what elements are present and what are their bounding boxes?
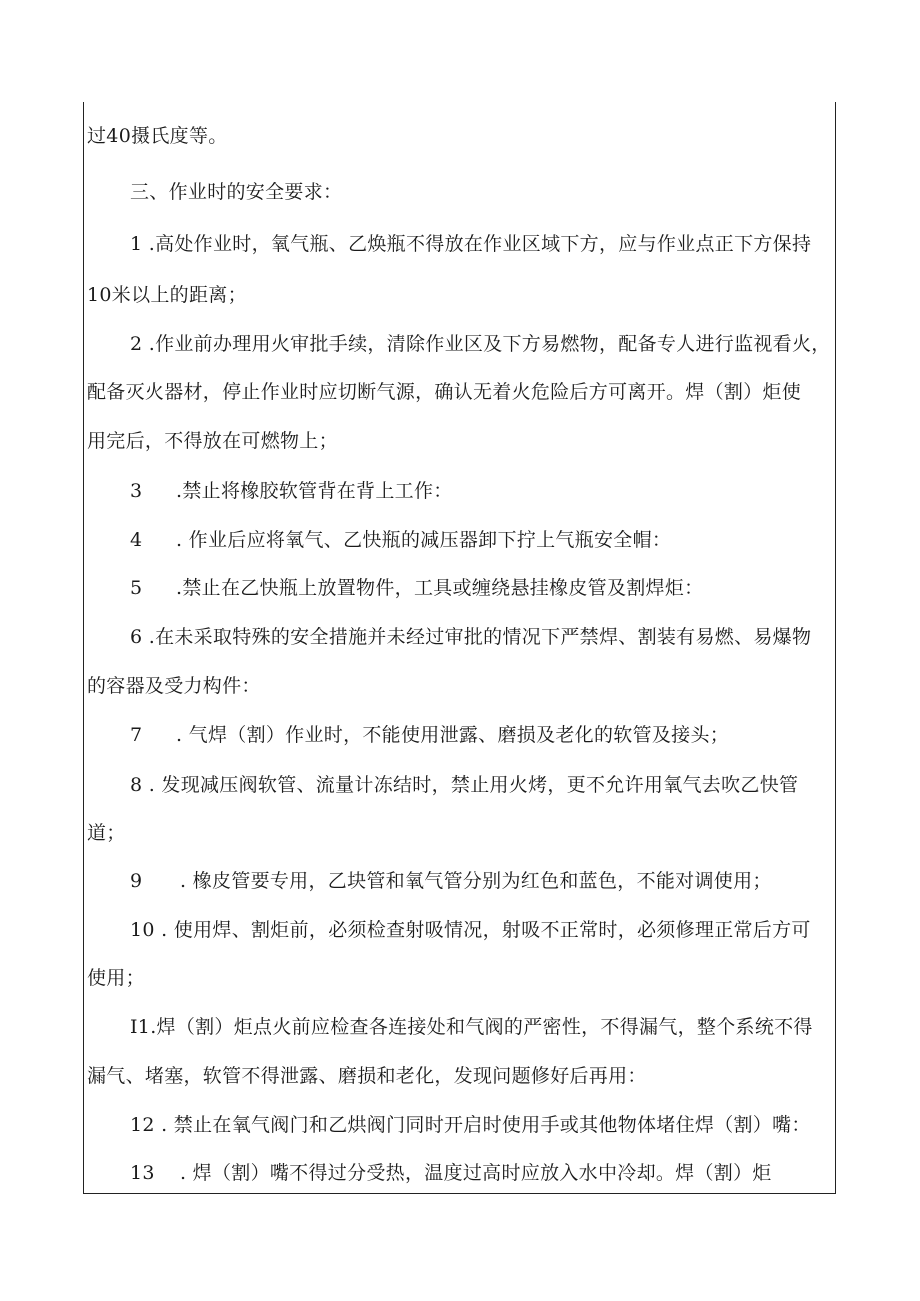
text-line: 的容器及受力构件：: [87, 675, 261, 697]
list-item: [130, 720, 729, 750]
list-item: [130, 525, 671, 555]
item-number: 7: [130, 724, 143, 746]
item-number: 4: [130, 529, 143, 551]
item-number: 3: [130, 480, 143, 502]
text-line: 漏气、堵塞，软管不得泄露、磨损和老化，发现问题修好后再用：: [87, 1065, 647, 1087]
list-item: [130, 866, 772, 896]
item-text: . 焊（割）嘴不得过分受热，温度过高时应放入水中冷却。焊（割）炬: [180, 1162, 772, 1184]
item-number: 5: [130, 577, 143, 599]
section-heading: 三、作业时的安全要求：: [130, 181, 343, 203]
item-text: .禁止将橡胶软管背在背上工作：: [176, 480, 453, 502]
item-text: . 橡皮管要专用，乙块管和氧气管分别为红色和蓝色，不能对调使用；: [180, 870, 772, 892]
item-number: 9: [130, 870, 143, 892]
text-line: 2 .作业前办理用火审批手续，清除作业区及下方易燃物，配备专人进行监视看火，: [130, 333, 831, 355]
item-text: . 气焊（割）作业时，不能使用泄露、磨损及老化的软管及接头；: [176, 724, 730, 746]
item-number: 13: [130, 1162, 155, 1184]
list-item: [130, 573, 703, 603]
text-line: 过40摄氏度等。: [87, 125, 228, 147]
item-text: . 作业后应将氧气、乙快瓶的减压器卸下拧上气瓶安全帽：: [176, 529, 672, 551]
text-line: 8 . 发现减压阀软管、流量计冻结时，禁止用火烤，更不允许用氧气去吹乙快管: [130, 774, 799, 796]
text-line: 道；: [87, 822, 126, 844]
list-item: [130, 476, 453, 506]
text-line: 1 .高处作业时，氧气瓶、乙焕瓶不得放在作业区域下方，应与作业点正下方保持: [130, 233, 812, 255]
text-line: 10米以上的距离；: [87, 284, 247, 306]
list-item: [130, 1158, 772, 1188]
text-line: 用完后，不得放在可燃物上；: [87, 430, 338, 452]
text-line: 12 . 禁止在氧气阀门和乙烘阀门同时开启时使用手或其他物体堵住焊（割）嘴：: [130, 1114, 811, 1136]
item-text: .禁止在乙快瓶上放置物件，工具或缠绕悬挂橡皮管及割焊炬：: [176, 577, 704, 599]
text-line: 6 .在未采取特殊的安全措施并未经过审批的情况下严禁焊、割装有易燃、易爆物: [130, 626, 812, 648]
text-line: I1.焊（割）炬点火前应检查各连接处和气阀的严密性，不得漏气，整个系统不得: [130, 1016, 813, 1038]
text-line: 使用；: [87, 967, 145, 989]
text-line: 10 . 使用焊、割炬前，必须检查射吸情况，射吸不正常时，必须修理正常后方可: [130, 919, 811, 941]
text-line: 配备灭火器材，停止作业时应切断气源，确认无着火危险后方可离开。焊（割）炬使: [87, 381, 802, 403]
